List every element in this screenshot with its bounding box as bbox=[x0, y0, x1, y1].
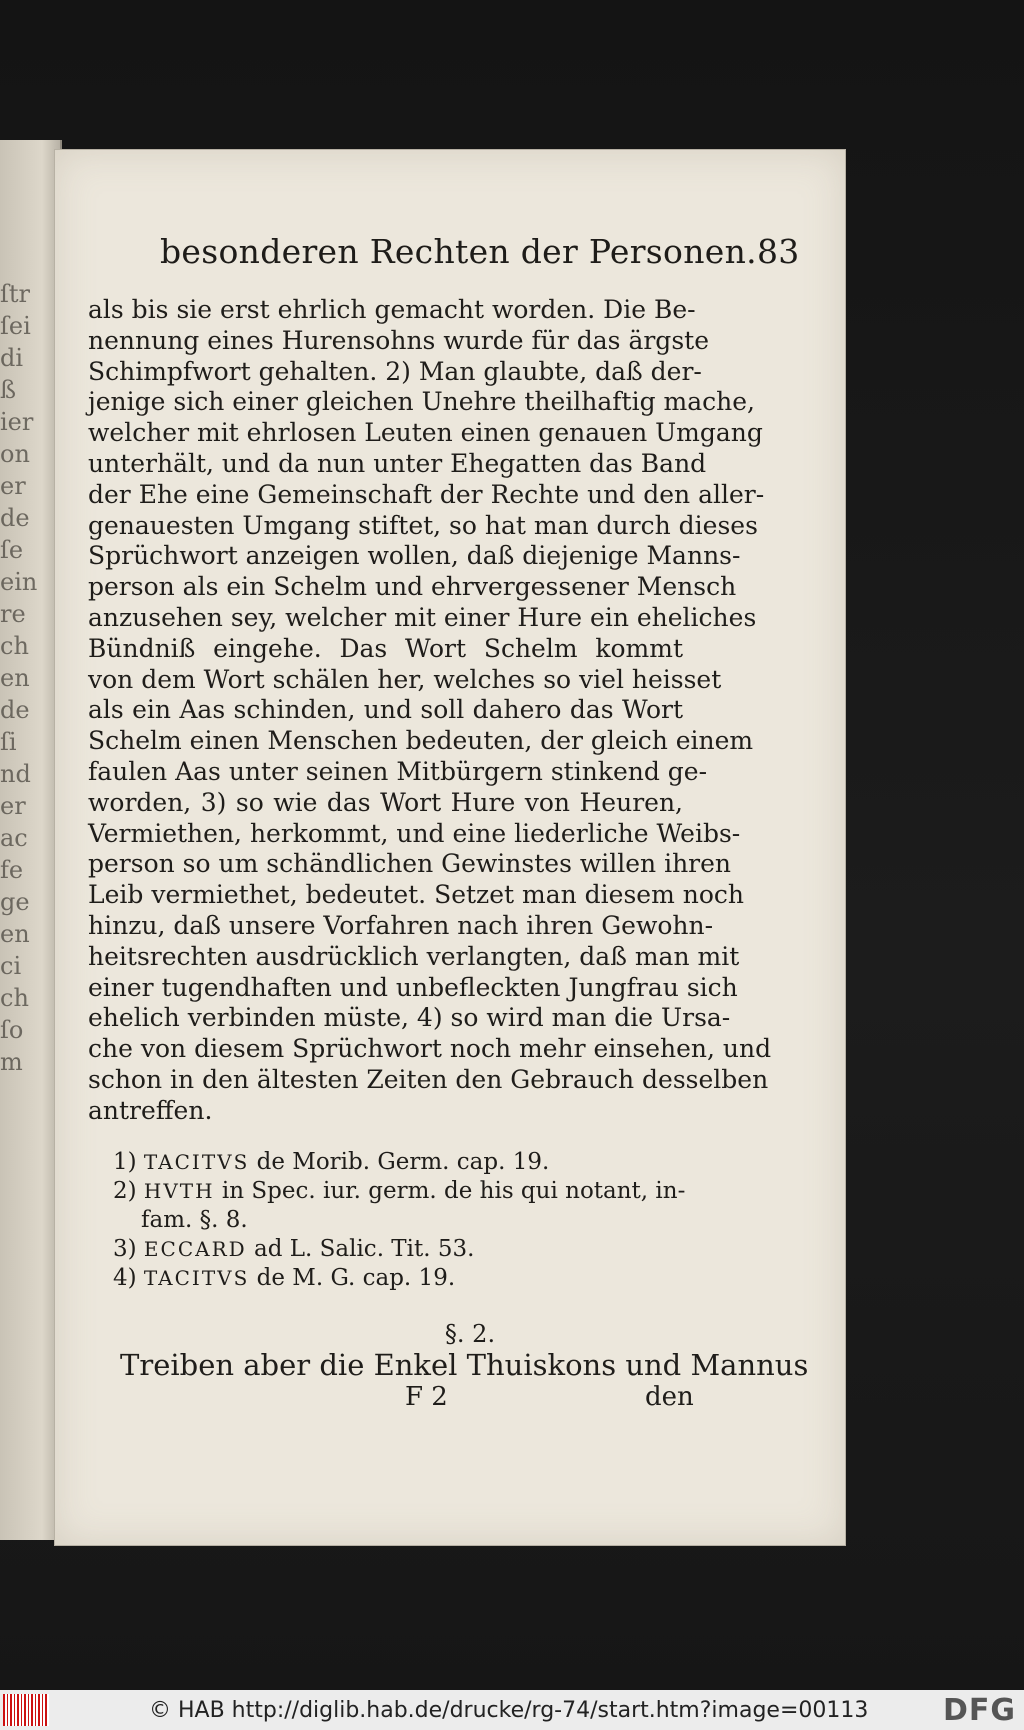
footnote bbox=[113, 1235, 683, 1264]
footnote-author: TACITVS bbox=[143, 1150, 250, 1174]
main-text-block bbox=[88, 295, 772, 1127]
text-line: unterhält, und da nun unter Ehegatten das Band bbox=[88, 448, 707, 478]
text-line: schon in den ältesten Zeiten den Gebrauch desselben bbox=[88, 1064, 769, 1094]
footnote-number: 3) bbox=[113, 1236, 137, 1262]
text-line: der Ehe eine Gemeinschaft der Rechte und den aller- bbox=[88, 479, 765, 509]
footnote-text: de Morib. Germ. cap. 19. bbox=[256, 1149, 550, 1175]
text-line: welcher mit ehrlosen Leuten einen genauen Umgang bbox=[88, 418, 763, 448]
text-line: person so um schändlichen Gewinstes willen ihren bbox=[88, 849, 732, 879]
page-number: 83 bbox=[756, 232, 800, 271]
footnote-author: HVTH bbox=[143, 1179, 215, 1203]
footnote bbox=[113, 1148, 683, 1177]
copyright-url[interactable]: © HAB http://diglib.hab.de/drucke/rg-74/start.htm?image=00113 bbox=[149, 1697, 869, 1723]
text-line: hinzu, daß unsere Vorfahren nach ihren Gewohn- bbox=[88, 910, 714, 940]
section-mark: §. 2. bbox=[444, 1320, 496, 1348]
barcode-icon bbox=[3, 1694, 49, 1726]
book-page bbox=[55, 150, 845, 1545]
page-header bbox=[160, 232, 800, 271]
catchword: den bbox=[645, 1382, 694, 1412]
footnote-author: ECCARD bbox=[143, 1237, 247, 1261]
footnote-text: ad L. Salic. Tit. 53. bbox=[253, 1236, 475, 1262]
text-line: als bis sie erst ehrlich gemacht worden. Die Be- bbox=[88, 295, 696, 324]
footnotes bbox=[113, 1148, 686, 1293]
footnote-number: 4) bbox=[113, 1265, 137, 1291]
text-line: nennung eines Hurensohns wurde für das ärgste bbox=[88, 325, 709, 355]
signature-mark: F 2 bbox=[405, 1382, 448, 1412]
footer-bar bbox=[0, 1690, 1024, 1730]
text-line: von dem Wort schälen her, welches so viel heisset bbox=[88, 664, 722, 694]
running-head: besonderen Rechten der Personen. bbox=[160, 232, 757, 271]
text-line: Bündniß eingehe. Das Wort Schelm kommt bbox=[88, 633, 683, 663]
footnote-text: de M. G. cap. 19. bbox=[256, 1265, 456, 1291]
text-line: Vermiethen, herkommt, und eine liederliche Weibs- bbox=[88, 818, 741, 848]
text-line: als ein Aas schinden, und soll dahero das Wort bbox=[88, 695, 683, 725]
footnote-number: 1) bbox=[113, 1149, 137, 1175]
section-first-line: Treiben aber die Enkel Thuiskons und Mannus bbox=[120, 1348, 809, 1382]
footnote bbox=[113, 1177, 686, 1235]
text-line: worden, 3) so wie das Wort Hure von Heuren, bbox=[88, 787, 683, 817]
text-line: person als ein Schelm und ehrvergessener Mensch bbox=[88, 572, 737, 602]
footnote-text: in Spec. iur. germ. de his qui notant, in- bbox=[221, 1178, 686, 1204]
footnote-author: TACITVS bbox=[143, 1266, 250, 1290]
text-line: Sprüchwort anzeigen wollen, daß diejenige Manns- bbox=[88, 541, 741, 571]
text-line: Leib vermiethet, bedeutet. Setzet man diesem noch bbox=[88, 880, 744, 910]
footnote-number: 2) bbox=[113, 1178, 137, 1204]
text-line: Schelm einen Menschen bedeuten, der gleich einem bbox=[88, 726, 754, 756]
text-line: Schimpfwort gehalten. 2) Man glaubte, daß der- bbox=[88, 356, 702, 386]
text-line: heitsrechten ausdrücklich verlangten, daß man mit bbox=[88, 941, 740, 971]
text-line: antreffen. bbox=[88, 1095, 213, 1125]
text-line: anzusehen sey, welcher mit einer Hure ein eheliches bbox=[88, 602, 757, 632]
footnote bbox=[113, 1264, 683, 1293]
text-line: che von diesem Sprüchwort noch mehr einsehen, und bbox=[88, 1034, 772, 1064]
text-line: jenige sich einer gleichen Unehre theilhaftig mache, bbox=[88, 387, 755, 417]
footnote-continuation: fam. §. 8. bbox=[141, 1207, 248, 1233]
text-line: faulen Aas unter seinen Mitbürgern stinkend ge- bbox=[88, 756, 708, 786]
dfg-logo: DFG bbox=[942, 1692, 1016, 1728]
adjacent-page-edge: ſtr ſei di ß ier on er de ſe ein re ch en de ſi nd er ac fe ge en ci ch ſo m bbox=[0, 140, 62, 1540]
text-line: einer tugendhaften und unbefleckten Jungfrau sich bbox=[88, 972, 738, 1002]
text-line: ehelich verbinden müste, 4) so wird man die Ursa- bbox=[88, 1003, 731, 1033]
text-line: genauesten Umgang stiftet, so hat man durch dieses bbox=[88, 510, 758, 540]
